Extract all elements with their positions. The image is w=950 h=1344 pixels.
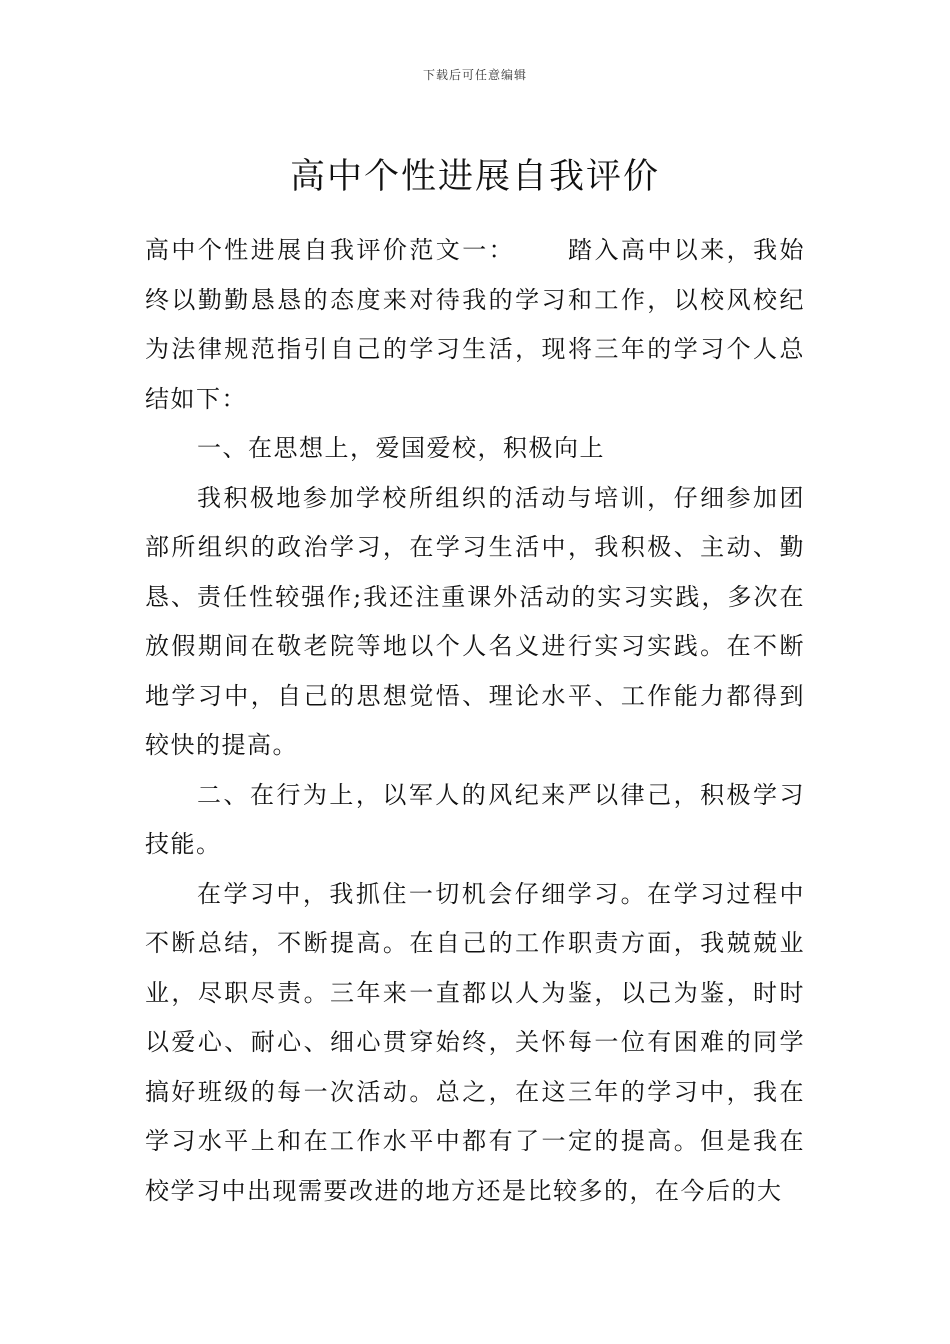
document-body bbox=[145, 226, 805, 1216]
intro-lead: 高中个性进展自我评价范文一： bbox=[145, 236, 516, 264]
intro-text: 踏入高中以来，我始终以勤勤恳恳的态度来对待我的学习和工作，以校风校纪为法律规范指引自己的学习生活，现将三年的学习个人总结如下： bbox=[145, 236, 806, 413]
section-heading-1: 一、在思想上，爱国爱校，积极向上 bbox=[197, 434, 605, 462]
body-paragraph-1: 我积极地参加学校所组织的活动与培训，仔细参加团部所组织的政治学习，在学习生活中，我积极、主动、勤恳、责任性较强作;我还注重课外活动的实习实践，多次在放假期间在敬老院等地以个人名义进行实习实践。在不断地学习中，自己的思想觉悟、理论水平、工作能力都得到较快的提高。 bbox=[145, 483, 805, 759]
header-note: 下载后可任意编辑 bbox=[422, 68, 527, 82]
document-title: 高中个性进展自我评价 bbox=[289, 157, 660, 198]
intro-paragraph bbox=[145, 226, 805, 424]
section-heading-2: 二、在行为上，以军人的风纪来严以律己，积极学习技能。 bbox=[145, 780, 805, 858]
body-paragraph-2: 在学习中，我抓住一切机会仔细学习。在学习过程中不断总结，不断提高。在自己的工作职责方面，我兢兢业业，尽职尽责。三年来一直都以人为鉴，以己为鉴，时时以爱心、耐心、细心贯穿始终，关怀每一位有困难的同学搞好班级的每一次活动。总之，在这三年的学习中，我在学习水平上和在工作水平中都有了一定的提高。但是我在校学习中出现需要改进的地方还是比较多的，在今后的大 bbox=[145, 879, 805, 1205]
